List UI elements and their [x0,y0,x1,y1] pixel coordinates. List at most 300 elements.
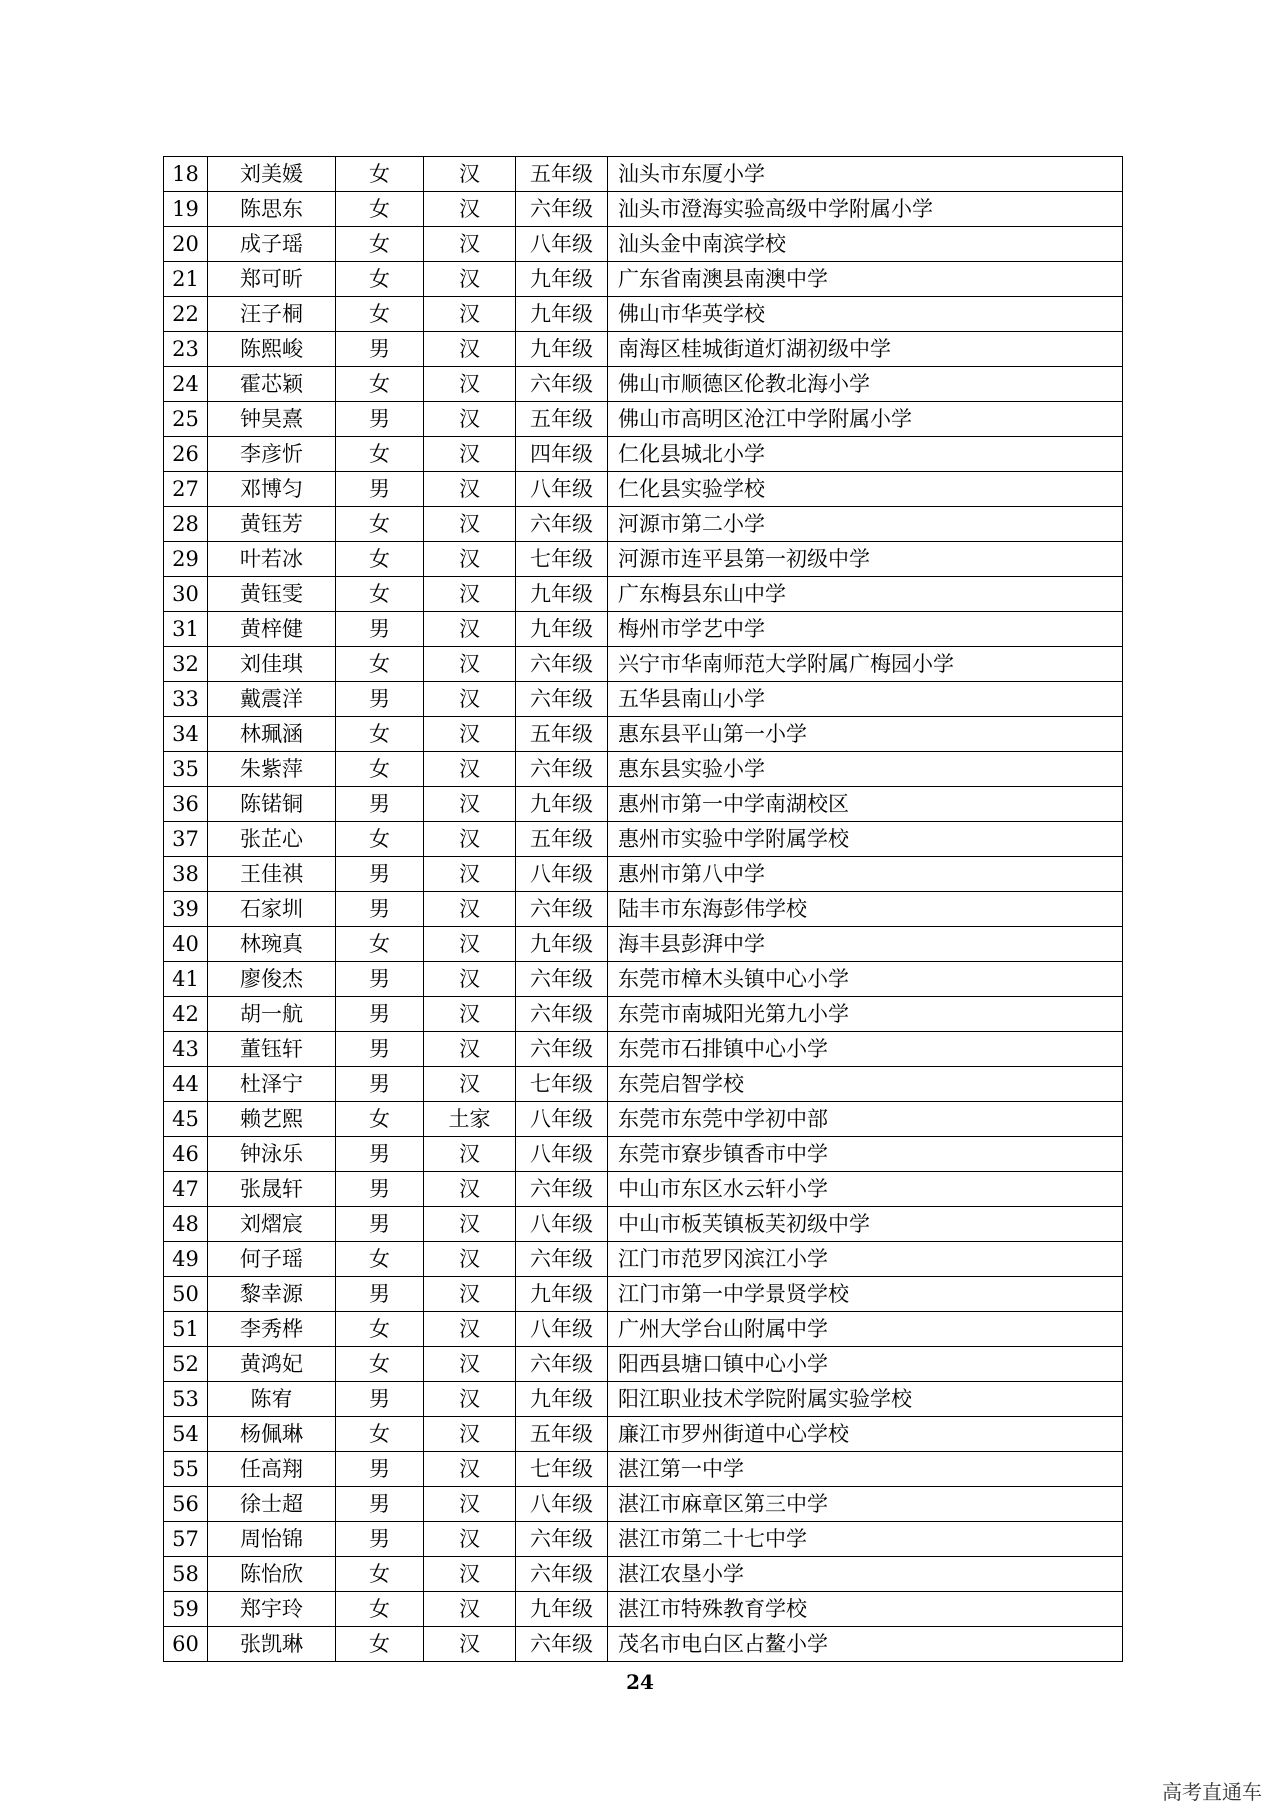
cell-gender: 男 [336,682,424,717]
cell-school: 东莞市寮步镇香市中学 [608,1137,1123,1172]
cell-name: 王佳祺 [208,857,336,892]
cell-grade: 九年级 [516,787,608,822]
cell-gender: 男 [336,1137,424,1172]
table-row [164,1452,1123,1487]
cell-grade: 六年级 [516,1242,608,1277]
table-row [164,542,1123,577]
cell-grade: 六年级 [516,1557,608,1592]
cell-school: 东莞市东莞中学初中部 [608,1102,1123,1137]
cell-gender: 女 [336,507,424,542]
cell-index: 26 [164,437,208,472]
cell-school: 梅州市学艺中学 [608,612,1123,647]
table-row [164,157,1123,192]
cell-gender: 男 [336,962,424,997]
cell-ethnicity: 汉 [424,367,516,402]
cell-ethnicity: 汉 [424,1452,516,1487]
cell-index: 35 [164,752,208,787]
cell-name: 黄钰雯 [208,577,336,612]
cell-grade: 九年级 [516,1382,608,1417]
cell-school: 湛江农垦小学 [608,1557,1123,1592]
cell-name: 李秀桦 [208,1312,336,1347]
cell-school: 阳西县塘口镇中心小学 [608,1347,1123,1382]
cell-name: 钟昊熹 [208,402,336,437]
table-row [164,612,1123,647]
cell-ethnicity: 汉 [424,927,516,962]
cell-grade: 九年级 [516,1592,608,1627]
cell-gender: 男 [336,1277,424,1312]
cell-school: 阳江职业技术学院附属实验学校 [608,1382,1123,1417]
cell-grade: 六年级 [516,1172,608,1207]
cell-index: 39 [164,892,208,927]
cell-ethnicity: 汉 [424,857,516,892]
table-row [164,507,1123,542]
cell-grade: 六年级 [516,367,608,402]
cell-ethnicity: 汉 [424,682,516,717]
cell-school: 海丰县彭湃中学 [608,927,1123,962]
cell-name: 陈锘铜 [208,787,336,822]
table-row [164,262,1123,297]
cell-school: 汕头市东厦小学 [608,157,1123,192]
cell-gender: 女 [336,1627,424,1662]
cell-school: 佛山市顺德区伦教北海小学 [608,367,1123,402]
cell-index: 23 [164,332,208,367]
cell-index: 51 [164,1312,208,1347]
cell-school: 惠东县实验小学 [608,752,1123,787]
cell-grade: 八年级 [516,1102,608,1137]
cell-index: 34 [164,717,208,752]
table-row [164,1277,1123,1312]
cell-index: 60 [164,1627,208,1662]
cell-index: 48 [164,1207,208,1242]
table-row [164,927,1123,962]
cell-grade: 九年级 [516,1277,608,1312]
cell-gender: 女 [336,1557,424,1592]
cell-index: 38 [164,857,208,892]
cell-gender: 女 [336,822,424,857]
cell-index: 57 [164,1522,208,1557]
cell-grade: 六年级 [516,682,608,717]
table-row [164,1172,1123,1207]
cell-index: 29 [164,542,208,577]
cell-index: 33 [164,682,208,717]
cell-school: 中山市板芙镇板芙初级中学 [608,1207,1123,1242]
cell-gender: 男 [336,402,424,437]
table-row [164,1347,1123,1382]
cell-school: 湛江市特殊教育学校 [608,1592,1123,1627]
cell-name: 杨佩琳 [208,1417,336,1452]
cell-school: 五华县南山小学 [608,682,1123,717]
cell-ethnicity: 汉 [424,1172,516,1207]
cell-gender: 女 [336,227,424,262]
table-row [164,1382,1123,1417]
cell-school: 佛山市华英学校 [608,297,1123,332]
cell-grade: 九年级 [516,577,608,612]
cell-gender: 男 [336,997,424,1032]
table-row [164,1312,1123,1347]
cell-school: 东莞市樟木头镇中心小学 [608,962,1123,997]
cell-grade: 七年级 [516,542,608,577]
cell-index: 28 [164,507,208,542]
cell-name: 任高翔 [208,1452,336,1487]
table-row [164,857,1123,892]
cell-school: 南海区桂城街道灯湖初级中学 [608,332,1123,367]
cell-ethnicity: 汉 [424,1487,516,1522]
table-row [164,1417,1123,1452]
cell-gender: 女 [336,1102,424,1137]
cell-name: 陈思东 [208,192,336,227]
cell-school: 江门市范罗冈滨江小学 [608,1242,1123,1277]
cell-ethnicity: 汉 [424,1522,516,1557]
cell-index: 30 [164,577,208,612]
cell-school: 汕头金中南滨学校 [608,227,1123,262]
cell-grade: 五年级 [516,717,608,752]
table-row [164,647,1123,682]
cell-school: 东莞启智学校 [608,1067,1123,1102]
table-row [164,892,1123,927]
cell-gender: 男 [336,332,424,367]
table-row [164,1067,1123,1102]
cell-gender: 女 [336,1347,424,1382]
table-row [164,1207,1123,1242]
cell-name: 成子瑶 [208,227,336,262]
table-row [164,472,1123,507]
cell-index: 40 [164,927,208,962]
table-row [164,787,1123,822]
cell-name: 邓博匀 [208,472,336,507]
table-row [164,682,1123,717]
table-row [164,332,1123,367]
cell-ethnicity: 汉 [424,787,516,822]
cell-name: 李彦忻 [208,437,336,472]
roster-body [164,157,1123,1662]
cell-ethnicity: 汉 [424,1067,516,1102]
cell-school: 河源市第二小学 [608,507,1123,542]
cell-school: 仁化县城北小学 [608,437,1123,472]
cell-name: 张晟轩 [208,1172,336,1207]
table-row [164,1592,1123,1627]
cell-name: 廖俊杰 [208,962,336,997]
cell-name: 郑宇玲 [208,1592,336,1627]
cell-name: 林琬真 [208,927,336,962]
table-row [164,962,1123,997]
cell-ethnicity: 汉 [424,1242,516,1277]
table-row [164,437,1123,472]
cell-ethnicity: 汉 [424,297,516,332]
cell-grade: 九年级 [516,262,608,297]
cell-index: 53 [164,1382,208,1417]
cell-gender: 男 [336,1207,424,1242]
cell-index: 42 [164,997,208,1032]
cell-gender: 女 [336,542,424,577]
table-row [164,1522,1123,1557]
cell-gender: 男 [336,1382,424,1417]
cell-name: 钟泳乐 [208,1137,336,1172]
cell-name: 何子瑶 [208,1242,336,1277]
cell-gender: 男 [336,1452,424,1487]
cell-grade: 八年级 [516,857,608,892]
cell-ethnicity: 汉 [424,997,516,1032]
cell-gender: 女 [336,927,424,962]
cell-index: 20 [164,227,208,262]
cell-school: 广州大学台山附属中学 [608,1312,1123,1347]
cell-ethnicity: 汉 [424,437,516,472]
cell-grade: 九年级 [516,332,608,367]
cell-school: 东莞市石排镇中心小学 [608,1032,1123,1067]
cell-index: 37 [164,822,208,857]
cell-ethnicity: 汉 [424,577,516,612]
cell-school: 仁化县实验学校 [608,472,1123,507]
cell-grade: 六年级 [516,1522,608,1557]
cell-gender: 男 [336,612,424,647]
cell-grade: 八年级 [516,1487,608,1522]
cell-gender: 女 [336,367,424,402]
cell-school: 河源市连平县第一初级中学 [608,542,1123,577]
cell-ethnicity: 汉 [424,1137,516,1172]
cell-ethnicity: 汉 [424,752,516,787]
cell-name: 杜泽宁 [208,1067,336,1102]
cell-name: 黎幸源 [208,1277,336,1312]
cell-index: 22 [164,297,208,332]
cell-name: 黄鸿妃 [208,1347,336,1382]
cell-ethnicity: 汉 [424,1207,516,1242]
cell-index: 54 [164,1417,208,1452]
cell-name: 刘佳琪 [208,647,336,682]
table-row [164,192,1123,227]
cell-grade: 五年级 [516,822,608,857]
cell-ethnicity: 汉 [424,1312,516,1347]
table-row [164,1137,1123,1172]
cell-grade: 九年级 [516,297,608,332]
cell-gender: 女 [336,1592,424,1627]
cell-ethnicity: 汉 [424,612,516,647]
cell-name: 霍芯颖 [208,367,336,402]
cell-name: 林珮涵 [208,717,336,752]
cell-index: 44 [164,1067,208,1102]
cell-grade: 六年级 [516,962,608,997]
table-row [164,577,1123,612]
table-row [164,1102,1123,1137]
cell-index: 46 [164,1137,208,1172]
cell-ethnicity: 汉 [424,1557,516,1592]
cell-index: 24 [164,367,208,402]
cell-grade: 六年级 [516,892,608,927]
cell-index: 59 [164,1592,208,1627]
cell-gender: 男 [336,892,424,927]
cell-name: 黄梓健 [208,612,336,647]
cell-school: 惠东县平山第一小学 [608,717,1123,752]
cell-index: 56 [164,1487,208,1522]
cell-ethnicity: 汉 [424,1277,516,1312]
cell-name: 徐士超 [208,1487,336,1522]
table-row [164,1557,1123,1592]
cell-ethnicity: 汉 [424,262,516,297]
cell-gender: 女 [336,262,424,297]
cell-ethnicity: 土家 [424,1102,516,1137]
cell-grade: 九年级 [516,927,608,962]
cell-ethnicity: 汉 [424,192,516,227]
cell-gender: 男 [336,1032,424,1067]
cell-school: 湛江市第二十七中学 [608,1522,1123,1557]
cell-grade: 六年级 [516,192,608,227]
cell-gender: 男 [336,1487,424,1522]
cell-name: 黄钰芳 [208,507,336,542]
table-row [164,997,1123,1032]
cell-name: 张芷心 [208,822,336,857]
cell-grade: 五年级 [516,1417,608,1452]
cell-school: 汕头市澄海实验高级中学附属小学 [608,192,1123,227]
cell-gender: 女 [336,752,424,787]
cell-grade: 六年级 [516,1627,608,1662]
cell-grade: 八年级 [516,227,608,262]
cell-gender: 女 [336,1417,424,1452]
cell-ethnicity: 汉 [424,472,516,507]
cell-name: 陈怡欣 [208,1557,336,1592]
cell-school: 茂名市电白区占鳌小学 [608,1627,1123,1662]
cell-index: 43 [164,1032,208,1067]
table-row [164,1627,1123,1662]
cell-index: 45 [164,1102,208,1137]
cell-index: 27 [164,472,208,507]
cell-grade: 七年级 [516,1067,608,1102]
student-roster-table [163,156,1123,1662]
cell-ethnicity: 汉 [424,1592,516,1627]
cell-index: 31 [164,612,208,647]
cell-school: 佛山市高明区沧江中学附属小学 [608,402,1123,437]
cell-grade: 八年级 [516,1137,608,1172]
cell-school: 湛江市麻章区第三中学 [608,1487,1123,1522]
table-row [164,1487,1123,1522]
cell-gender: 男 [336,1522,424,1557]
table-row [164,822,1123,857]
cell-name: 戴震洋 [208,682,336,717]
cell-school: 陆丰市东海彭伟学校 [608,892,1123,927]
cell-ethnicity: 汉 [424,1382,516,1417]
cell-grade: 八年级 [516,472,608,507]
cell-name: 刘美媛 [208,157,336,192]
cell-ethnicity: 汉 [424,157,516,192]
table-row [164,227,1123,262]
cell-ethnicity: 汉 [424,822,516,857]
cell-school: 湛江第一中学 [608,1452,1123,1487]
table-row [164,752,1123,787]
cell-gender: 女 [336,297,424,332]
cell-name: 石家圳 [208,892,336,927]
cell-grade: 五年级 [516,157,608,192]
cell-grade: 七年级 [516,1452,608,1487]
cell-ethnicity: 汉 [424,1032,516,1067]
cell-gender: 男 [336,472,424,507]
cell-index: 18 [164,157,208,192]
cell-name: 朱紫萍 [208,752,336,787]
cell-ethnicity: 汉 [424,1627,516,1662]
table-row [164,297,1123,332]
cell-index: 52 [164,1347,208,1382]
cell-grade: 五年级 [516,402,608,437]
cell-name: 陈宥 [208,1382,336,1417]
cell-school: 惠州市第一中学南湖校区 [608,787,1123,822]
cell-name: 汪子桐 [208,297,336,332]
cell-index: 47 [164,1172,208,1207]
cell-gender: 男 [336,1067,424,1102]
cell-school: 广东梅县东山中学 [608,577,1123,612]
cell-gender: 女 [336,717,424,752]
cell-name: 叶若冰 [208,542,336,577]
cell-name: 赖艺熙 [208,1102,336,1137]
cell-ethnicity: 汉 [424,542,516,577]
watermark-text: 高考直通车 [1162,1780,1262,1804]
cell-index: 41 [164,962,208,997]
cell-index: 55 [164,1452,208,1487]
cell-grade: 六年级 [516,1347,608,1382]
cell-index: 25 [164,402,208,437]
cell-index: 50 [164,1277,208,1312]
cell-grade: 八年级 [516,1312,608,1347]
cell-ethnicity: 汉 [424,1347,516,1382]
cell-grade: 六年级 [516,647,608,682]
cell-gender: 男 [336,857,424,892]
cell-index: 36 [164,787,208,822]
cell-name: 胡一航 [208,997,336,1032]
cell-gender: 女 [336,1312,424,1347]
cell-gender: 女 [336,192,424,227]
cell-school: 兴宁市华南师范大学附属广梅园小学 [608,647,1123,682]
cell-name: 董钰轩 [208,1032,336,1067]
cell-school: 广东省南澳县南澳中学 [608,262,1123,297]
page-number: 24 [626,1670,654,1694]
cell-index: 21 [164,262,208,297]
cell-school: 江门市第一中学景贤学校 [608,1277,1123,1312]
cell-school: 廉江市罗州街道中心学校 [608,1417,1123,1452]
cell-grade: 六年级 [516,997,608,1032]
cell-ethnicity: 汉 [424,507,516,542]
cell-gender: 女 [336,157,424,192]
table-row [164,717,1123,752]
cell-name: 陈熙峻 [208,332,336,367]
cell-index: 49 [164,1242,208,1277]
cell-school: 惠州市实验中学附属学校 [608,822,1123,857]
cell-ethnicity: 汉 [424,1417,516,1452]
cell-ethnicity: 汉 [424,717,516,752]
cell-ethnicity: 汉 [424,647,516,682]
cell-school: 东莞市南城阳光第九小学 [608,997,1123,1032]
cell-name: 郑可昕 [208,262,336,297]
cell-ethnicity: 汉 [424,402,516,437]
cell-grade: 六年级 [516,1032,608,1067]
cell-index: 19 [164,192,208,227]
table-row [164,1242,1123,1277]
cell-school: 中山市东区水云轩小学 [608,1172,1123,1207]
table-row [164,367,1123,402]
cell-name: 刘熠宸 [208,1207,336,1242]
cell-index: 32 [164,647,208,682]
cell-grade: 六年级 [516,752,608,787]
cell-grade: 六年级 [516,507,608,542]
table-row [164,402,1123,437]
cell-gender: 女 [336,577,424,612]
cell-school: 惠州市第八中学 [608,857,1123,892]
cell-gender: 女 [336,1242,424,1277]
cell-gender: 女 [336,647,424,682]
cell-name: 张凯琳 [208,1627,336,1662]
cell-gender: 男 [336,787,424,822]
cell-ethnicity: 汉 [424,962,516,997]
cell-index: 58 [164,1557,208,1592]
cell-gender: 男 [336,1172,424,1207]
cell-gender: 女 [336,437,424,472]
cell-grade: 四年级 [516,437,608,472]
cell-grade: 八年级 [516,1207,608,1242]
cell-ethnicity: 汉 [424,227,516,262]
